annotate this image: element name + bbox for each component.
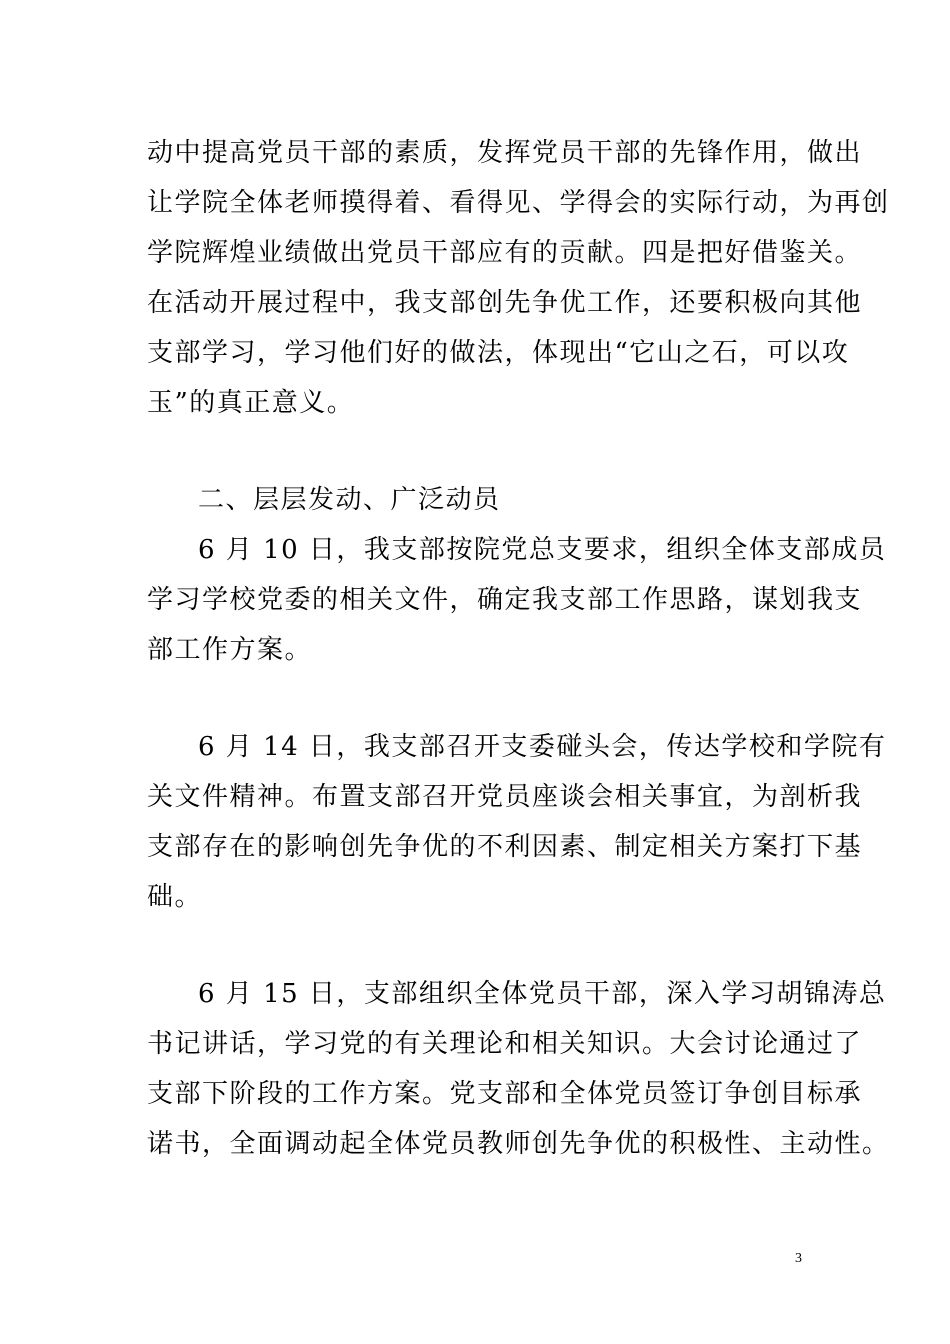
body-text-line: 书记讲话，学习党的有关理论和相关知识。大会讨论通过了 — [147, 1029, 863, 1059]
body-text-line: 学习学校党委的相关文件，确定我支部工作思路，谋划我支 — [147, 585, 863, 615]
body-text-line: 在活动开展过程中，我支部创先争优工作，还要积极向其他 — [147, 288, 863, 318]
body-text-line: 6 月 14 日，我支部召开支委碰头会，传达学校和学院有 — [198, 732, 887, 762]
section-heading: 二、层层发动、广泛动员 — [198, 485, 501, 515]
body-text-line: 部工作方案。 — [147, 635, 313, 665]
body-text-line: 支部学习，学习他们好的做法，体现出“它山之石，可以攻 — [147, 338, 850, 368]
page-number: 3 — [795, 1251, 802, 1266]
body-text-line: 诺书，全面调动起全体党员教师创先争优的积极性、主动性。 — [147, 1129, 890, 1159]
body-text-line: 础。 — [147, 882, 203, 912]
body-text-line: 6 月 15 日，支部组织全体党员干部，深入学习胡锦涛总 — [198, 979, 887, 1009]
body-text-line: 让学院全体老师摸得着、看得见、学得会的实际行动，为再创 — [147, 188, 890, 218]
body-text-line: 6 月 10 日，我支部按院党总支要求，组织全体支部成员 — [198, 535, 887, 565]
body-text-line: 关文件精神。布置支部召开党员座谈会相关事宜，为剖析我 — [147, 782, 863, 812]
body-text-line: 支部下阶段的工作方案。党支部和全体党员签订争创目标承 — [147, 1079, 863, 1109]
body-text-line: 玉”的真正意义。 — [147, 388, 355, 418]
body-text-line: 动中提高党员干部的素质，发挥党员干部的先锋作用，做出 — [147, 138, 863, 168]
body-text-line: 支部存在的影响创先争优的不利因素、制定相关方案打下基 — [147, 832, 863, 862]
body-text-line: 学院辉煌业绩做出党员干部应有的贡献。四是把好借鉴关。 — [147, 238, 863, 268]
